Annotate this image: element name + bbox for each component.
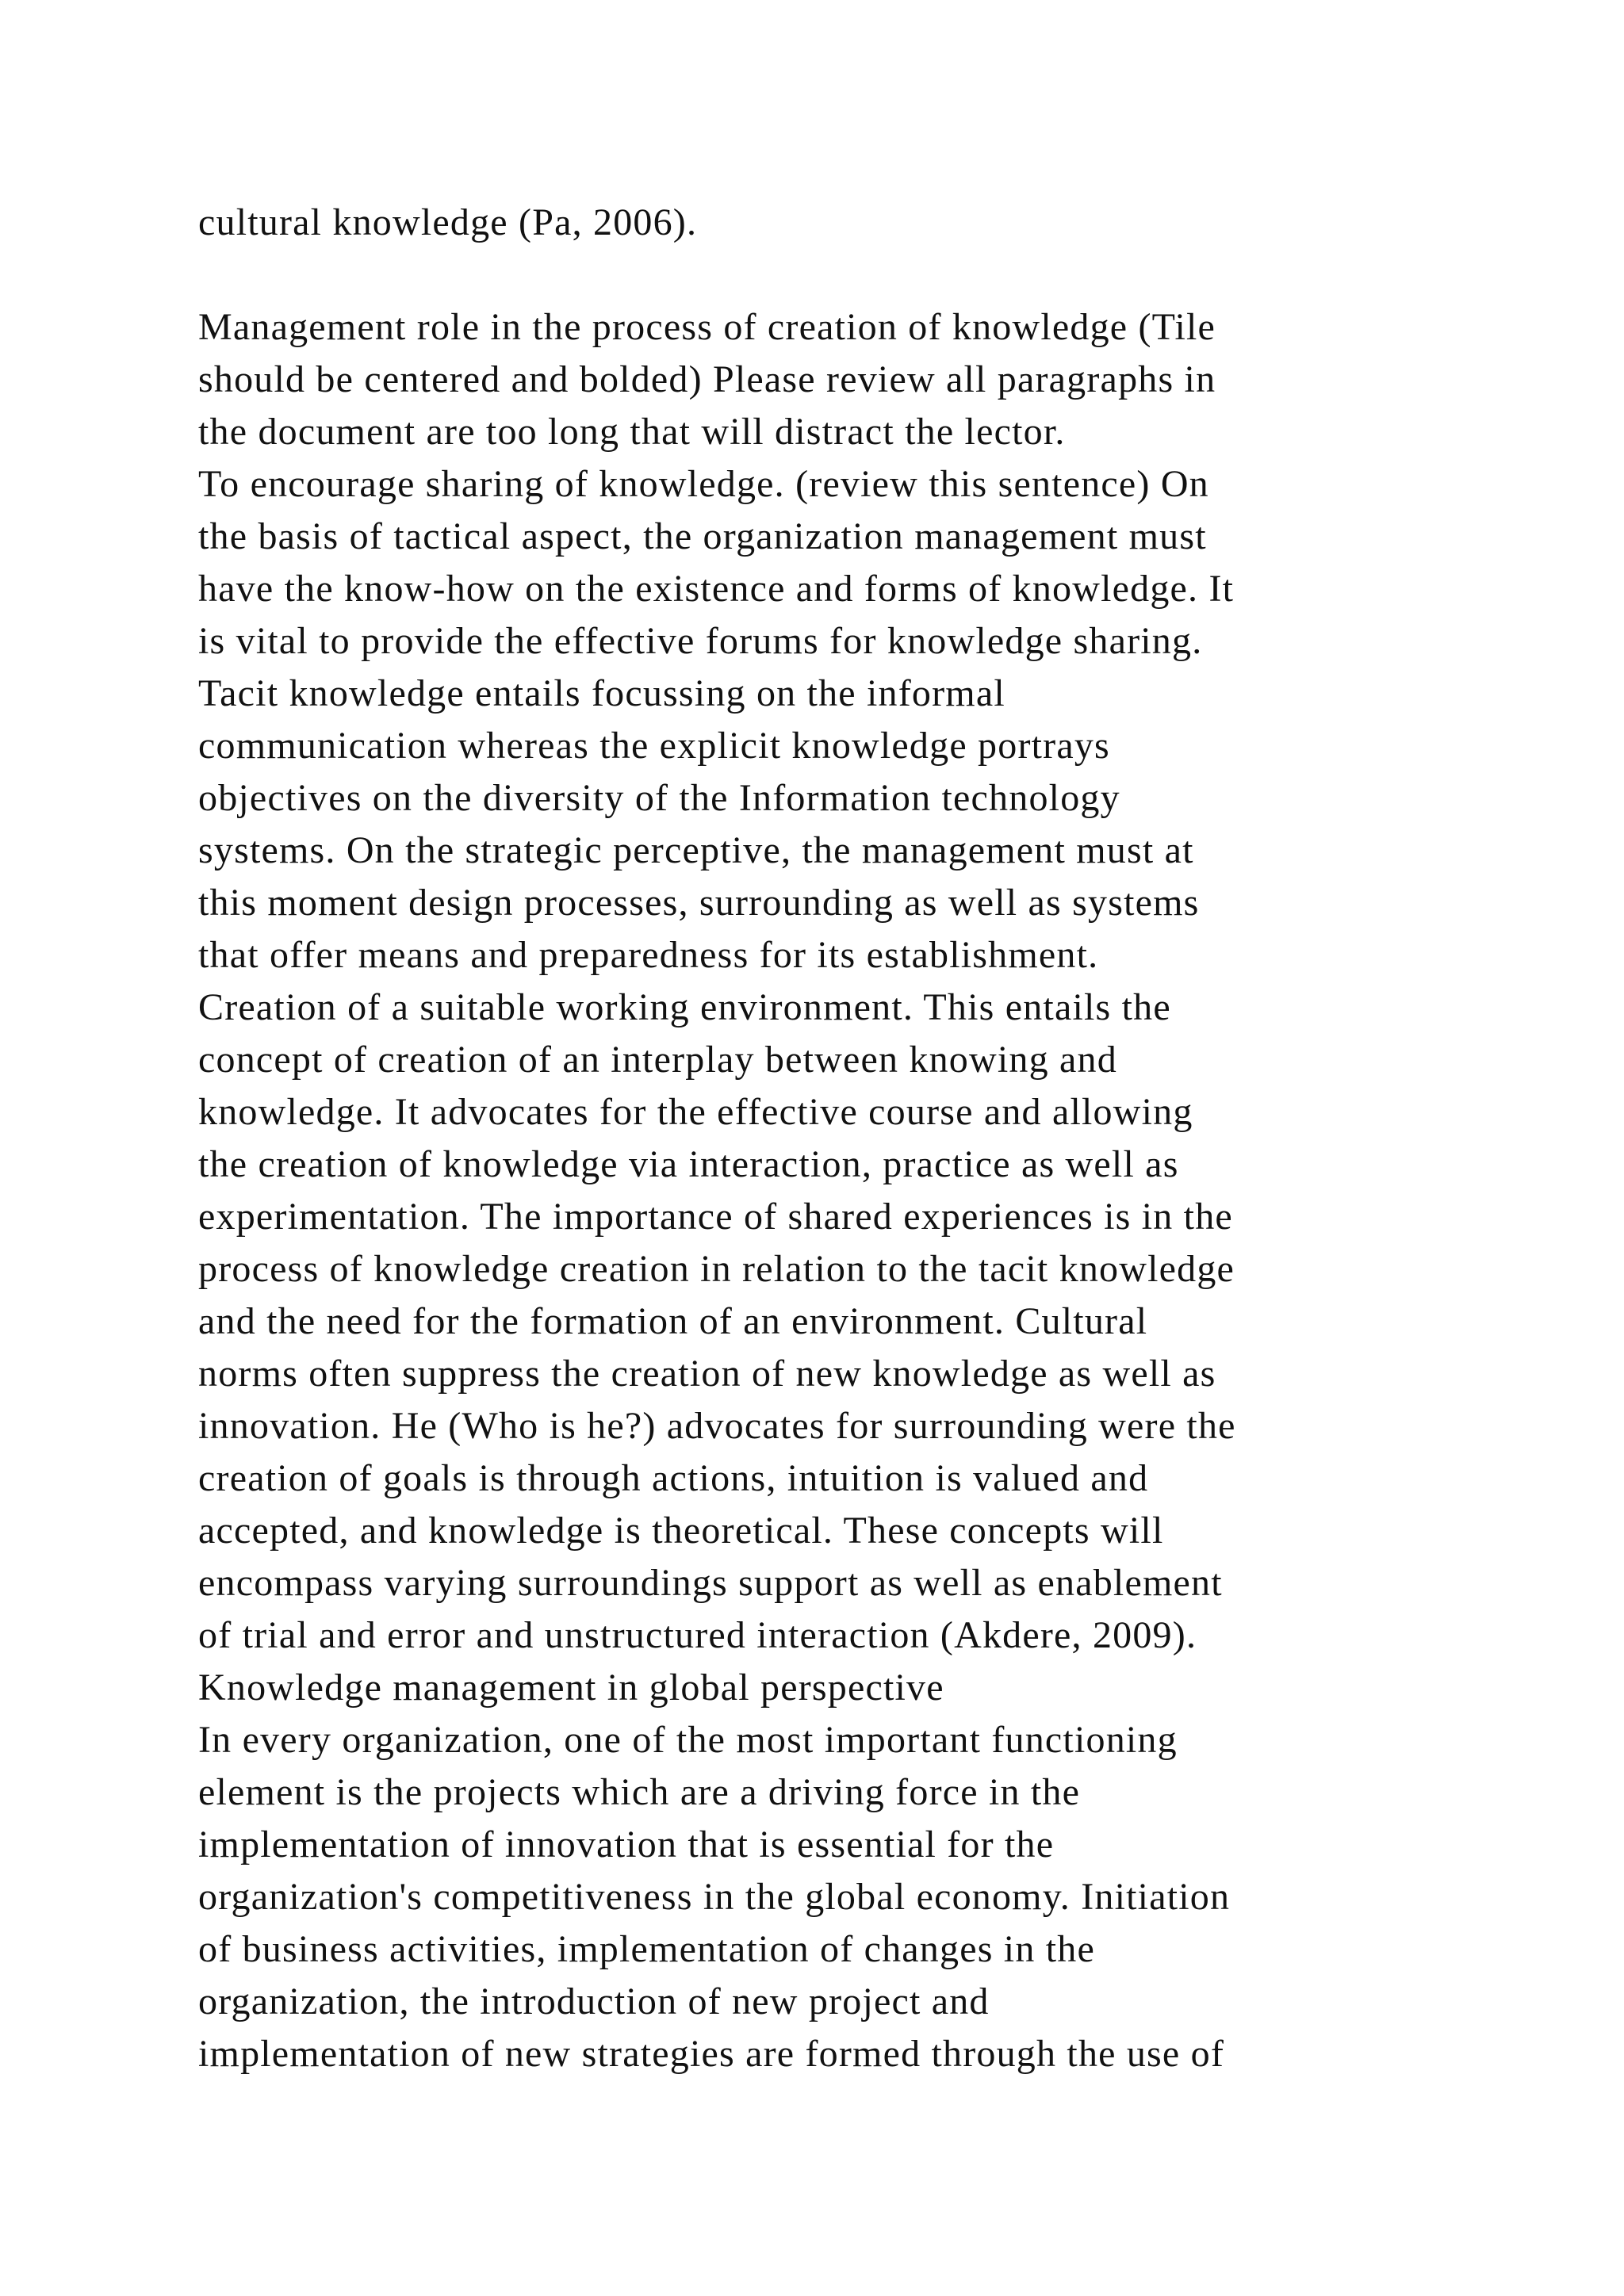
text-line: In every organization, one of the most important functioning <box>198 1719 1178 1761</box>
body-text <box>198 301 1451 2080</box>
text-line: Creation of a suitable working environment. This entails the <box>198 986 1171 1028</box>
text-line: organization, the introduction of new project and <box>198 1980 990 2022</box>
text-line: accepted, and knowledge is theoretical. These concepts will <box>198 1510 1164 1552</box>
text-line: implementation of innovation that is essential for the <box>198 1823 1055 1866</box>
text-line: concept of creation of an interplay between knowing and <box>198 1039 1117 1081</box>
text-line: have the know-how on the existence and forms of knowledge. It <box>198 568 1235 610</box>
text-line: knowledge. It advocates for the effective course and allowing <box>198 1091 1193 1133</box>
text-line: encompass varying surroundings support as well as enablement <box>198 1562 1223 1604</box>
text-line: and the need for the formation of an environment. Cultural <box>198 1300 1148 1342</box>
text-line: of trial and error and unstructured interaction (Akdere, 2009). <box>198 1614 1197 1656</box>
text-line: Management role in the process of creation of knowledge (Tile <box>198 306 1216 348</box>
text-line: Tacit knowledge entails focussing on the informal <box>198 672 1005 714</box>
section-heading-line: Knowledge management in global perspective <box>198 1667 944 1709</box>
text-line: this moment design processes, surrounding as well as systems <box>198 882 1200 924</box>
text-line: is vital to provide the effective forums for knowledge sharing. <box>198 620 1203 662</box>
text-line: that offer means and preparedness for its establishment. <box>198 934 1099 976</box>
text-line: To encourage sharing of knowledge. (review this sentence) On <box>198 463 1209 505</box>
text-line: experimentation. The importance of shared experiences is in the <box>198 1196 1233 1238</box>
text-line: systems. On the strategic perceptive, the management must at <box>198 829 1194 871</box>
paragraph-closing-line <box>198 197 1451 249</box>
text-line: objectives on the diversity of the Information technology <box>198 777 1120 819</box>
text-line: process of knowledge creation in relation to the tacit knowledge <box>198 1248 1235 1290</box>
text-line: communication whereas the explicit knowledge portrays <box>198 725 1110 767</box>
text-line: cultural knowledge (Pa, 2006). <box>198 201 698 243</box>
text-line: organization's competitiveness in the global economy. Initiation <box>198 1876 1231 1918</box>
text-line: norms often suppress the creation of new knowledge as well as <box>198 1353 1216 1395</box>
text-line: implementation of new strategies are formed through the use of <box>198 2033 1225 2075</box>
text-line: the document are too long that will distract the lector. <box>198 411 1066 453</box>
text-line: should be centered and bolded) Please review all paragraphs in <box>198 358 1216 400</box>
text-line: the basis of tactical aspect, the organization management must <box>198 515 1207 557</box>
text-line: element is the projects which are a driving force in the <box>198 1771 1081 1813</box>
text-line: the creation of knowledge via interaction, practice as well as <box>198 1143 1179 1185</box>
text-line: creation of goals is through actions, intuition is valued and <box>198 1457 1149 1499</box>
text-line: of business activities, implementation of changes in the <box>198 1928 1095 1970</box>
text-line: innovation. He (Who is he?) advocates for surrounding were the <box>198 1405 1236 1447</box>
